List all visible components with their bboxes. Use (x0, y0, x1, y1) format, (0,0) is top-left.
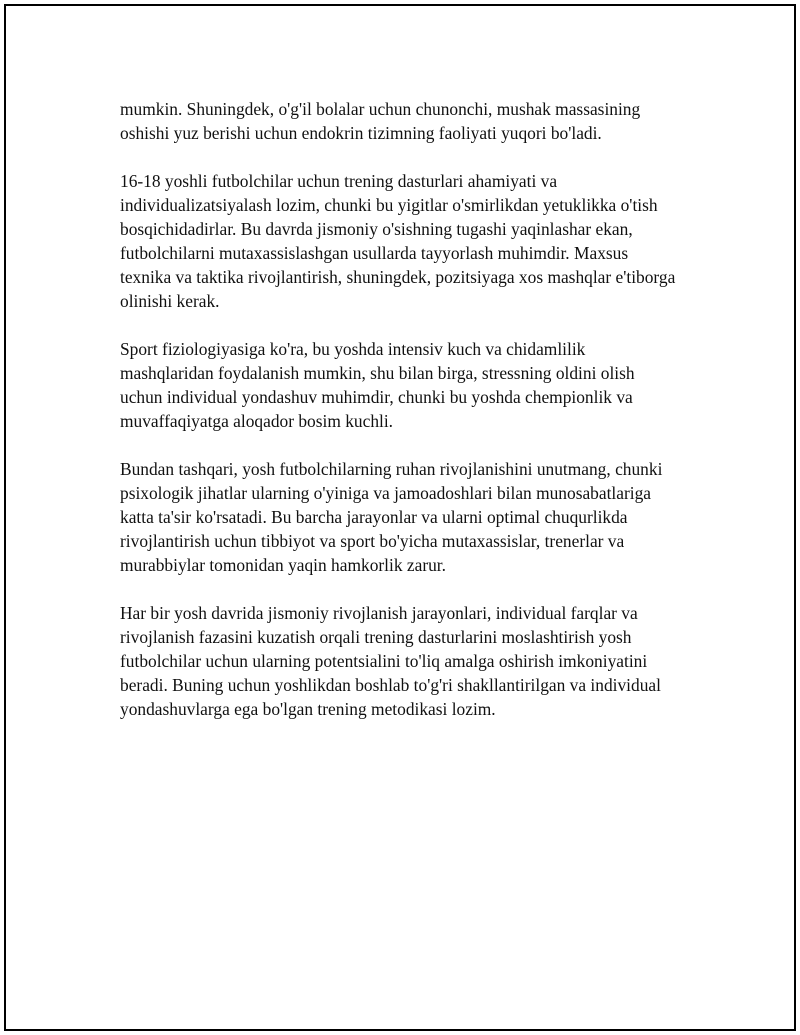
paragraph-3: Sport fiziologiyasiga ko'ra, bu yoshda intensiv kuch va chidamlilik mashqlaridan foydalanish mumkin, shu bilan birga, stressning oldini olish uchun individual yondashuv muhimdir, chunki bu yoshda chempionlik va muvaffaqiyatga aloqador bosim kuchli. (120, 339, 635, 431)
paragraph-2: 16-18 yoshli futbolchilar uchun trening dasturlari ahamiyati va individualizatsiyalash lozim, chunki bu yigitlar o'smirlikdan yetuklikka o'tish bosqichidadirlar. Bu davrda jismoniy o'sishning tugashi yaqinlashar ekan, futbolchilarni mutaxassislashgan usullarda tayyorlash muhimdir. Maxsus texnika va taktika rivojlantirish, shuningdek, pozitsiyaga xos mashqlar e'tiborga olinishi kerak. (120, 171, 676, 311)
document-page (4, 4, 796, 1031)
paragraph-4: Bundan tashqari, yosh futbolchilarning ruhan rivojlanishini unutmang, chunki psixologik jihatlar ularning o'yiniga va jamoadoshlari bilan munosabatlariga katta ta'sir ko'rsatadi. Bu barcha jarayonlar va ularni optimal chuqurlikda rivojlantirish uchun tibbiyot va sport bo'yicha mutaxassislar, trenerlar va murabbiylar tomonidan yaqin hamkorlik zarur. (120, 459, 663, 575)
paragraph-5: Har bir yosh davrida jismoniy rivojlanish jarayonlari, individual farqlar va rivojlanish fazasini kuzatish orqali trening dasturlarini moslashtirish yosh futbolchilar uchun ularning potentsialini to'liq amalga oshirish imkoniyatini beradi. Buning uchun yoshlikdan boshlab to'g'ri shakllantirilgan va individual yondashuvlarga ega bo'lgan trening metodikasi lozim. (120, 603, 661, 719)
document-body (120, 97, 680, 745)
paragraph-1: mumkin. Shuningdek, o'g'il bolalar uchun chunonchi, mushak massasining oshishi yuz berishi uchun endokrin tizimning faoliyati yuqori bo'ladi. (120, 99, 641, 143)
